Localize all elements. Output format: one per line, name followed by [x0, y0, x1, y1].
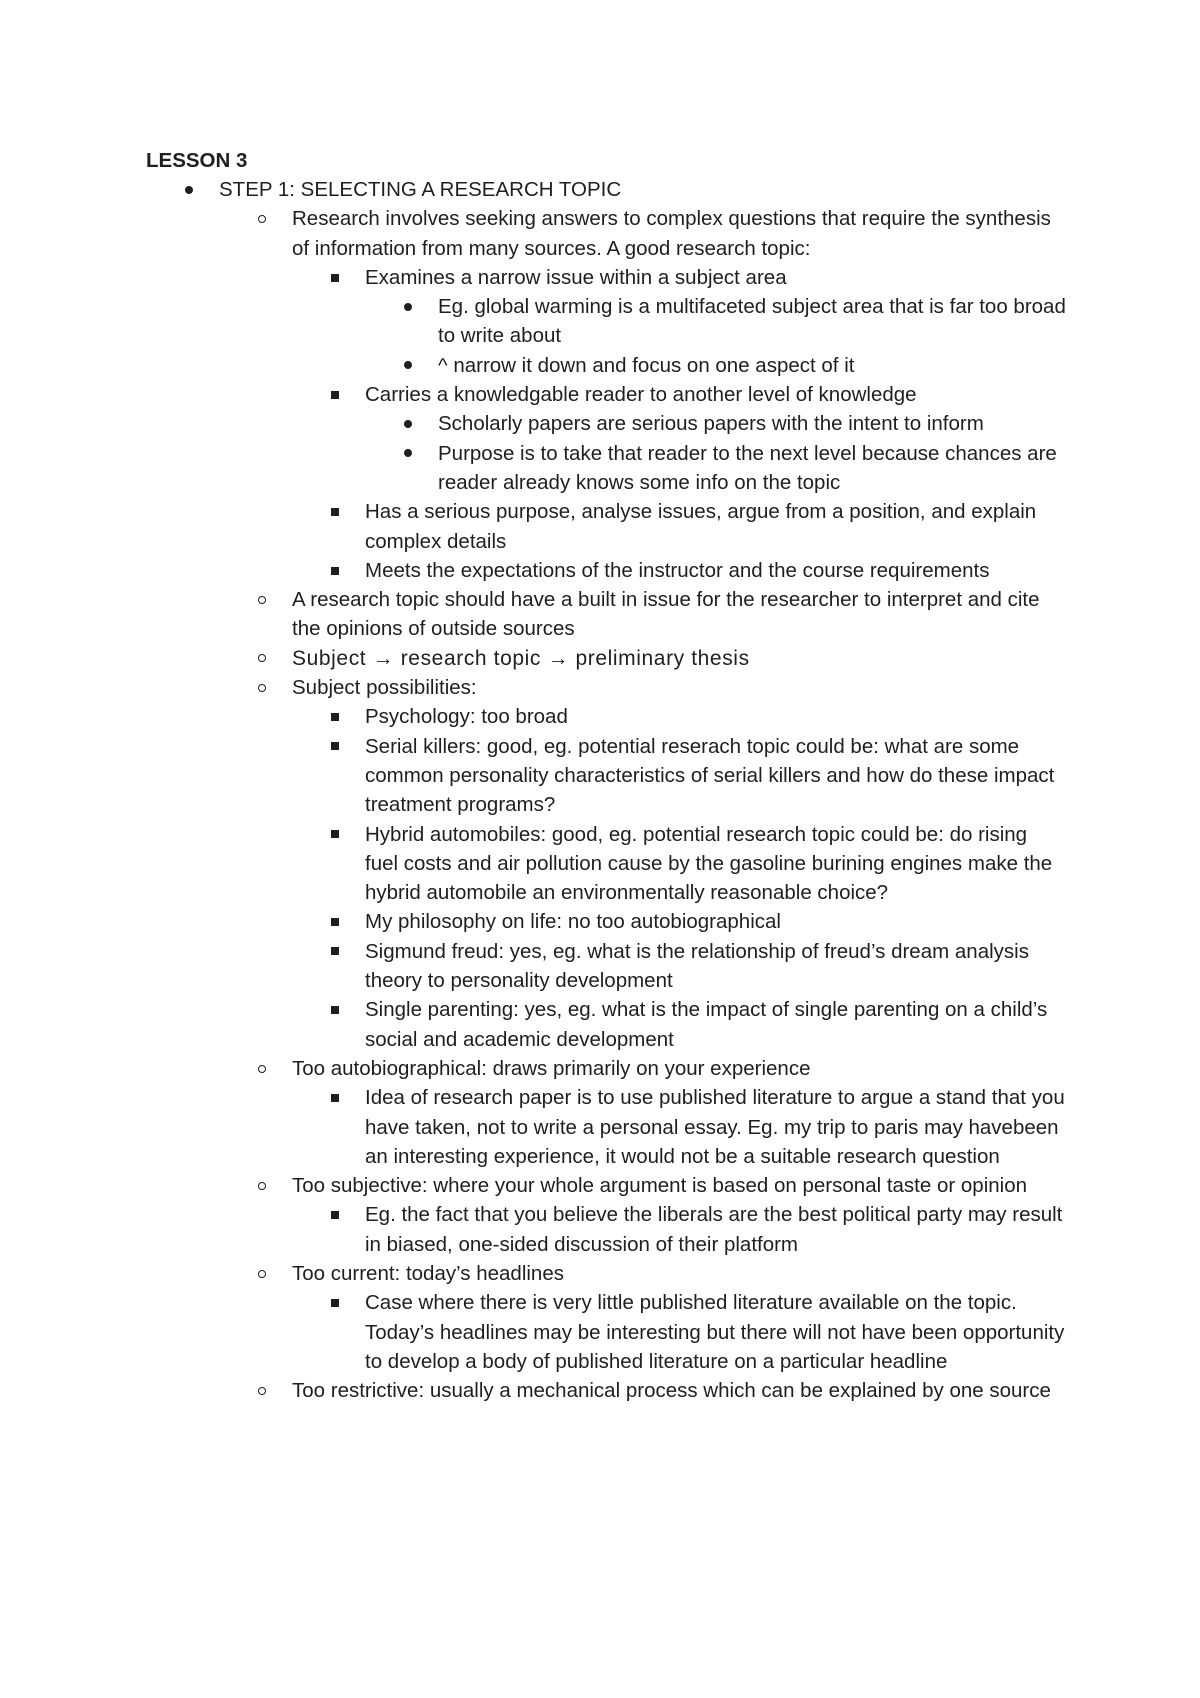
- outline-item-level-4: [0, 292, 1068, 351]
- outline-item-text: Examines a narrow issue within a subject area: [365, 265, 787, 289]
- outline-item-level-2: [0, 1171, 1062, 1200]
- outline-item-level-3: [0, 1288, 1065, 1376]
- outline-item-level-3: [0, 995, 1065, 1054]
- bullet-square-icon: [328, 380, 342, 409]
- outline-item-level-3: [0, 820, 1065, 908]
- outline-item-level-3: [0, 1083, 1065, 1171]
- outline-item-level-2: [0, 1259, 1062, 1288]
- outline-item-text: Subject → research topic → preliminary thesis: [292, 646, 750, 670]
- outline-item-level-3: [0, 556, 1065, 585]
- outline-item-text: Has a serious purpose, analyse issues, argue from a position, and explain complex details: [365, 500, 1037, 553]
- outline-item-level-2: [0, 204, 1062, 263]
- outline-item-level-2: [0, 585, 1062, 644]
- bullet-square-icon: [328, 263, 342, 292]
- outline-item-text: Hybrid automobiles: good, eg. potential research topic could be: do rising fuel costs and air pollution cause by the gasoline burining engines make the hybrid automobile an environmentally reasonable choice?: [365, 822, 1053, 905]
- outline-list: [0, 175, 1200, 1405]
- outline-item-text: Single parenting: yes, eg. what is the impact of single parenting on a child’s social and academic development: [365, 998, 1048, 1051]
- outline-item-level-3: [0, 937, 1065, 996]
- bullet-ring-icon: [255, 204, 269, 233]
- outline-item-level-1: [0, 175, 1049, 204]
- outline-item-text: Too restrictive: usually a mechanical process which can be explained by one source: [292, 1379, 1051, 1403]
- bullet-square-icon: [328, 1200, 342, 1229]
- outline-item-level-4: [0, 351, 1068, 380]
- outline-item-text: Scholarly papers are serious papers with the intent to inform: [438, 412, 984, 436]
- outline-item-text: Subject possibilities:: [292, 676, 477, 700]
- bullet-ring-icon: [255, 644, 269, 673]
- outline-item-text: Idea of research paper is to use published literature to argue a stand that you have taken, not to write a personal essay. Eg. my trip to paris may havebeen an interesting experience, it would not be a suitable research question: [365, 1086, 1065, 1168]
- bullet-square-icon: [328, 937, 342, 966]
- outline-item-text: Too autobiographical: draws primarily on your experience: [292, 1056, 811, 1080]
- outline-item-level-3: [0, 702, 1065, 731]
- outline-item-level-3: [0, 1200, 1065, 1259]
- outline-item-text: Psychology: too broad: [365, 705, 568, 729]
- bullet-square-icon: [328, 907, 342, 936]
- outline-item-level-2: [0, 1054, 1062, 1083]
- outline-item-level-3: [0, 497, 1065, 556]
- bullet-square-icon: [328, 820, 342, 849]
- outline-item-text: My philosophy on life: no too autobiographical: [365, 910, 781, 934]
- outline-item-level-4: [0, 439, 1068, 498]
- outline-item-level-4: [0, 409, 1068, 438]
- outline-item-level-2: [0, 673, 1062, 702]
- outline-item-level-3: [0, 380, 1065, 409]
- outline-item-text: STEP 1: SELECTING A RESEARCH TOPIC: [219, 178, 622, 201]
- bullet-ring-icon: [255, 1171, 269, 1200]
- bullet-square-icon: [328, 995, 342, 1024]
- bullet-square-icon: [328, 732, 342, 761]
- outline-item-text: Serial killers: good, eg. potential reserach topic could be: what are some common personality characteristics of serial killers and how do these impact treatment programs?: [365, 734, 1055, 817]
- outline-item-level-3: [0, 907, 1065, 936]
- outline-item-text: Case where there is very little published literature available on the topic. Today’s headlines may be interesting but there will not have been opportunity to develop a body of published literature on a particular headline: [365, 1291, 1065, 1373]
- outline-item-text: Carries a knowledgable reader to another level of knowledge: [365, 383, 917, 407]
- outline-item-level-2: [0, 1376, 1062, 1405]
- outline-item-text: Eg. the fact that you believe the liberals are the best political party may result in biased, one-sided discussion of their platform: [365, 1203, 1063, 1256]
- outline-item-text: ^ narrow it down and focus on one aspect of it: [438, 353, 855, 377]
- bullet-dot-icon: [182, 175, 196, 204]
- bullet-square-icon: [328, 556, 342, 585]
- bullet-square-icon: [328, 1288, 342, 1317]
- outline-item-text: Research involves seeking answers to complex questions that require the synthesis of information from many sources. A good research topic:: [292, 207, 1051, 260]
- bullet-square-icon: [328, 497, 342, 526]
- bullet-ring-icon: [255, 1054, 269, 1083]
- bullet-square-icon: [328, 1083, 342, 1112]
- outline-item-level-3: [0, 263, 1065, 292]
- outline-item-text: Meets the expectations of the instructor and the course requirements: [365, 558, 990, 582]
- bullet-dot-icon: [401, 292, 415, 321]
- lesson-title: LESSON 3: [146, 149, 248, 172]
- bullet-ring-icon: [255, 585, 269, 614]
- bullet-ring-icon: [255, 1376, 269, 1405]
- outline-item-text: Too current: today’s headlines: [292, 1261, 564, 1285]
- outline-item-text: Eg. global warming is a multifaceted subject area that is far too broad to write about: [438, 295, 1066, 348]
- bullet-square-icon: [328, 702, 342, 731]
- bullet-dot-icon: [401, 439, 415, 468]
- bullet-dot-icon: [401, 409, 415, 438]
- bullet-dot-icon: [401, 351, 415, 380]
- outline-item-text: Too subjective: where your whole argument is based on personal taste or opinion: [292, 1174, 1028, 1198]
- outline-item-text: Sigmund freud: yes, eg. what is the relationship of freud’s dream analysis theory to personality development: [365, 939, 1029, 993]
- outline-item-text: Purpose is to take that reader to the next level because chances are reader already knows some info on the topic: [438, 441, 1057, 494]
- outline-item-level-3: [0, 732, 1065, 820]
- bullet-ring-icon: [255, 673, 269, 702]
- outline-item-text: A research topic should have a built in issue for the researcher to interpret and cite the opinions of outside sources: [292, 588, 1040, 641]
- bullet-ring-icon: [255, 1259, 269, 1288]
- outline-item-level-2: [0, 644, 1062, 673]
